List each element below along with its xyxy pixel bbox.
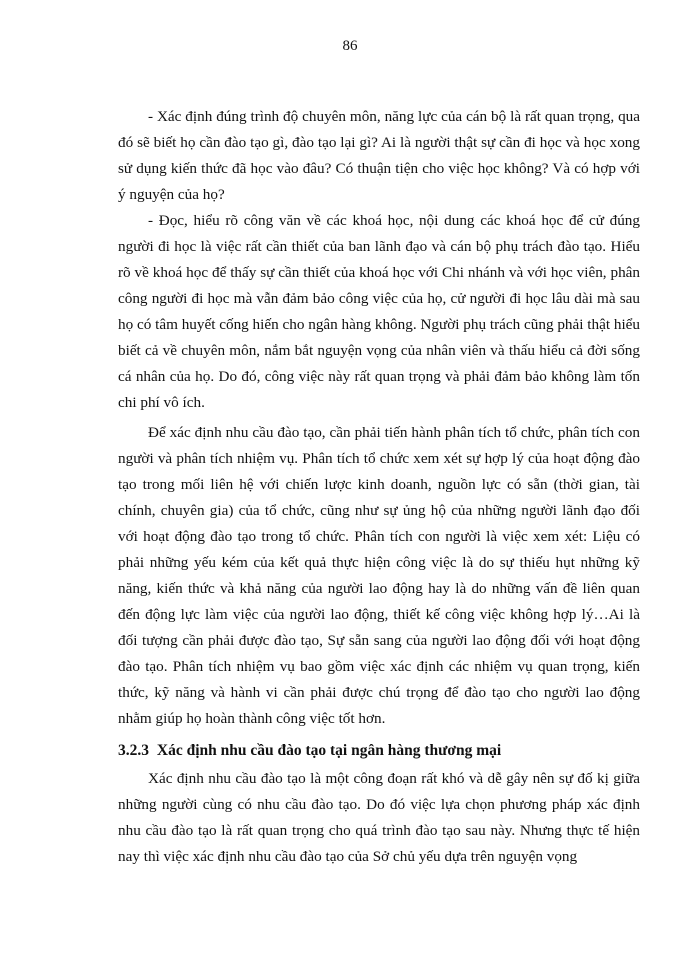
page-number: 86 xyxy=(342,38,358,54)
paragraph-needs-analysis: Để xác định nhu cầu đào tạo, cần phải tiến hành phân tích tổ chức, phân tích con người và phân tích nhiệm vụ. Phân tích tổ chức xem xét sự hợp lý của hoạt động đào tạo trong mối liên hệ với chiến lược kinh doanh, nguồn lực có sẵn (thời gian, tài chính, chuyên gia) của tổ chức, cũng như sự ủng hộ của những người lãnh đạo đối với hoạt động đào tạo trong tổ chức. Phân tích con người là việc xem xét: Liệu có phải những yếu kém của kết quả thực hiện công việc là do sự thiếu hụt những kỹ năng, kiến thức và khả năng của người lao động hay là do những vấn đề liên quan đến động lực làm việc của người lao động, thiết kế công việc không hợp lý…Ai là đối tượng cần phải được đào tạo, Sự sẵn sang của người lao động đối với hoạt động đào tạo. Phân tích nhiệm vụ bao gồm việc xác định các nhiệm vụ quan trọng, kiến thức, kỹ năng và hành vi cần phải được chú trọng để đào tạo cho người lao động nhằm giúp họ hoàn thành công việc tốt hơn. xyxy=(118,424,640,727)
paragraph-competence: - Xác định đúng trình độ chuyên môn, năng lực của cán bộ là rất quan trọng, qua đó sẽ biết họ cần đào tạo gì, đào tạo lại gì? Ai là người thật sự cần đi học và học xong sử dụng kiến thức đã học vào đâu? Có thuận tiện cho việc học không? Và có hợp với ý nguyện của họ? xyxy=(118,108,640,203)
section-number: 3.2.3 xyxy=(118,742,149,759)
section-heading xyxy=(118,738,640,764)
document-body xyxy=(118,104,640,870)
paragraph-bank-training-needs: Xác định nhu cầu đào tạo là một công đoạn rất khó và dễ gây nên sự đố kị giữa những người cùng có nhu cầu đào tạo. Do đó việc lựa chọn phương pháp xác định nhu cầu đào tạo là rất quan trọng cho quá trình đào tạo sau này. Nhưng thực tế hiện nay thì việc xác định nhu cầu đào tạo của Sở chủ yếu dựa trên nguyện vọng xyxy=(118,770,640,865)
section-title: Xác định nhu cầu đào tạo tại ngân hàng thương mại xyxy=(156,742,502,759)
paragraph-course-documents: - Đọc, hiểu rõ công văn về các khoá học, nội dung các khoá học để cử đúng người đi học là việc rất cần thiết của ban lãnh đạo và cán bộ phụ trách đào tạo. Hiểu rõ về khoá học để thấy sự cần thiết của khoá học với Chi nhánh và với học viên, phân công người đi học mà vẫn đảm bảo công việc của họ, cử người đi học lâu dài mà sau họ có tâm huyết cống hiến cho ngân hàng không. Người phụ trách cũng phải thật hiểu biết cả về chuyên môn, nắm bắt nguyện vọng của nhân viên và thấu hiểu cả đời sống cá nhân của họ. Do đó, công việc này rất quan trọng và phải đảm bảo không làm tốn chi phí vô ích. xyxy=(118,212,640,411)
